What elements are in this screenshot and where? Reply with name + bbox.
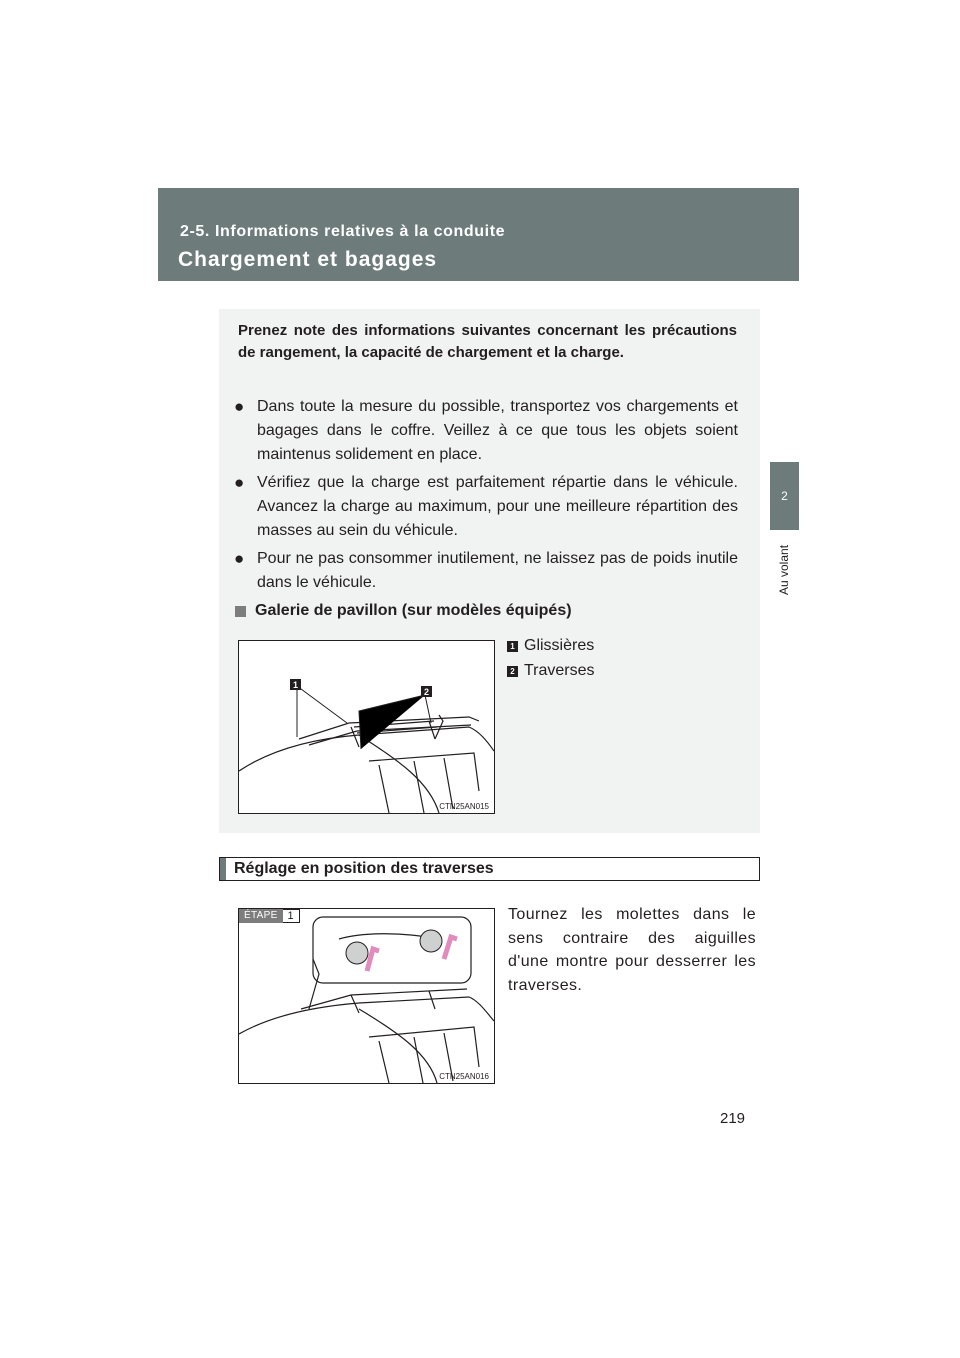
section-title: Réglage en position des traverses <box>234 860 494 877</box>
callout-2: 2 <box>423 687 430 697</box>
callout-number: 2 <box>507 666 518 677</box>
chapter-label: Au volant <box>777 544 791 596</box>
subheading-text: Galerie de pavillon (sur modèles équipés) <box>255 602 572 619</box>
figure-code: CTN25AN015 <box>439 802 489 811</box>
legend-item <box>507 662 595 680</box>
legend-label: Glissières <box>524 637 595 654</box>
figure-code: CTN25AN016 <box>439 1072 489 1081</box>
legend-item <box>507 637 594 655</box>
rotate-arrow-icon <box>444 937 457 959</box>
step-number: 1 <box>283 909 300 923</box>
chapter-tab[interactable] <box>770 462 799 530</box>
chapter-number: 2 <box>781 489 788 503</box>
section-heading-bar <box>219 857 760 881</box>
step-instruction: Tournez les molettes dans le sens contraire des aiguilles d'une montre pour desserrer les traverses. <box>508 906 756 994</box>
intro-text: Prenez note des informations suivantes concernant les précautions de rangement, la capacité de chargement et la charge. <box>238 322 737 361</box>
heading-accent <box>220 858 226 880</box>
rotate-arrow-icon <box>367 949 379 971</box>
bullet-icon: ● <box>234 549 245 568</box>
legend-label: Traverses <box>524 662 595 679</box>
roof-rack-drawing <box>239 641 494 813</box>
subheading <box>235 599 572 623</box>
section-heading: 2-5. Informations relatives à la conduite <box>180 223 506 240</box>
callout-1: 1 <box>292 680 299 690</box>
step-badge <box>239 909 300 923</box>
bullet-text: Pour ne pas consommer inutilement, ne laissez pas de poids inutile dans le véhicule. <box>257 550 738 591</box>
crossbar-drawing <box>239 909 494 1083</box>
square-bullet-icon <box>235 606 246 617</box>
bullet-text: Dans toute la mesure du possible, transportez vos chargements et bagages dans le coffre. Veillez à ce que tous les objets soient maintenus solidement en place. <box>257 398 738 463</box>
bullet-text: Vérifiez que la charge est parfaitement répartie dans le véhicule. Avancez la charge au maximum, pour une meilleure répartition des masses au sein du véhicule. <box>257 474 738 539</box>
list-item <box>234 471 738 543</box>
info-panel <box>219 309 760 833</box>
header-band <box>158 188 799 281</box>
crossbar-adjust-illustration <box>238 908 495 1084</box>
list-item <box>234 395 738 467</box>
step-label: ÉTAPE <box>239 909 283 923</box>
page-number: 219 <box>720 1110 746 1127</box>
bullet-icon: ● <box>234 397 245 416</box>
bullet-icon: ● <box>234 473 245 492</box>
callout-number: 1 <box>507 641 518 652</box>
list-item <box>234 547 738 595</box>
page-title: Chargement et bagages <box>178 248 438 271</box>
roof-rack-illustration <box>238 640 495 814</box>
